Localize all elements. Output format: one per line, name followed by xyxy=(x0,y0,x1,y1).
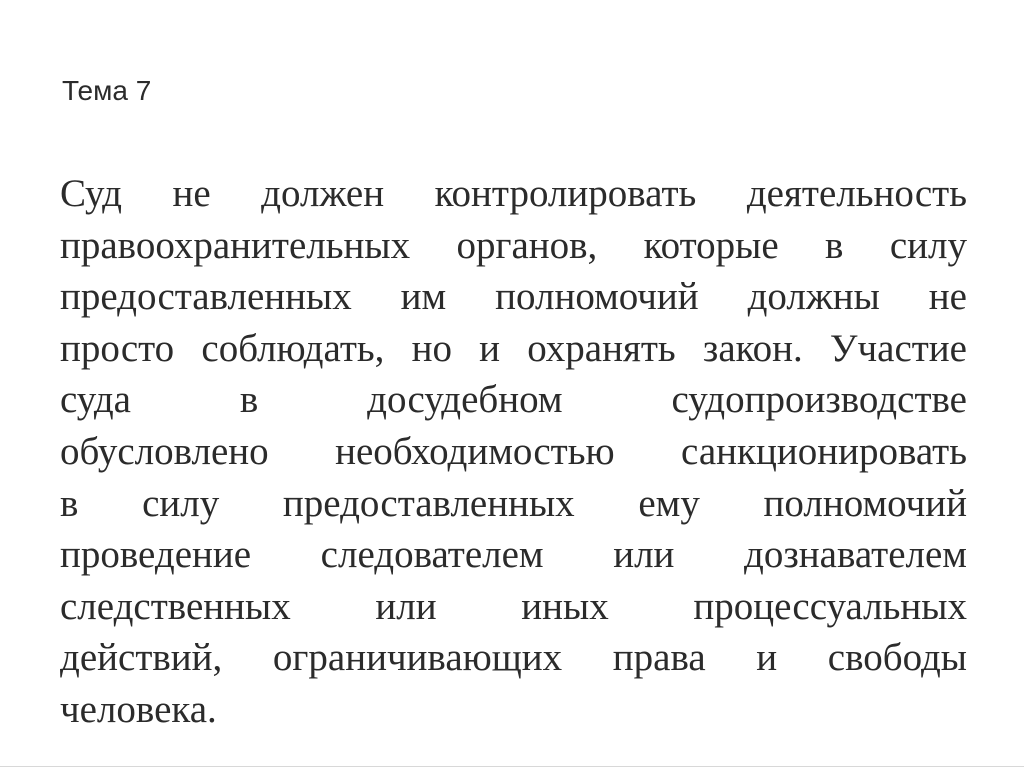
body-line: Суд не должен контролировать деятельность xyxy=(60,172,967,215)
body-line: обусловлено необходимостью санкционировать xyxy=(60,429,967,473)
body-line: действий, ограничивающих права и свободы xyxy=(60,636,967,680)
slide-title: Тема 7 xyxy=(62,75,152,106)
body-line: человека. xyxy=(60,687,217,731)
body-line: суда в досудебном судопроизводстве xyxy=(60,378,967,422)
body-line: следственных или иных процессуальных xyxy=(60,584,967,628)
slide-body-text xyxy=(60,168,967,736)
body-line: просто соблюдать, но и охранять закон. Участие xyxy=(60,326,967,370)
body-line: в силу предоставленных ему полномочий xyxy=(60,481,967,525)
body-line: проведение следователем или дознавателем xyxy=(60,533,967,577)
body-line: правоохранительных органов, которые в силу xyxy=(60,223,967,267)
body-line: предоставленных им полномочий должны не xyxy=(60,275,967,319)
